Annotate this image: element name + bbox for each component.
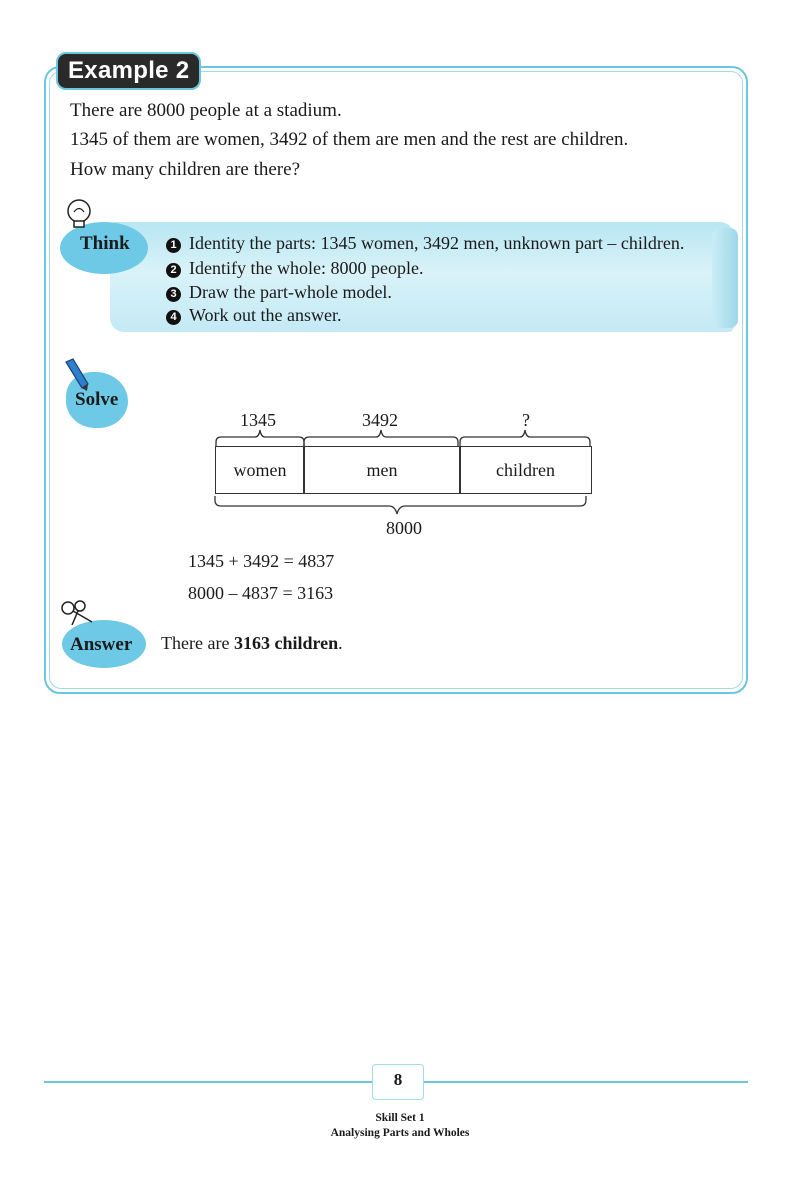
think-step-text: Identity the parts: 1345 women, 3492 men, unknown part – children. bbox=[189, 233, 685, 253]
answer-label: Answer bbox=[70, 634, 133, 655]
model-bar-men bbox=[303, 446, 461, 494]
answer-prefix: There are bbox=[161, 633, 230, 653]
part-value-men: 3492 bbox=[362, 410, 398, 430]
scroll-curl bbox=[712, 228, 738, 328]
model-bar-children bbox=[459, 446, 592, 494]
part-label-children: children bbox=[496, 459, 555, 480]
page-number: 8 bbox=[393, 1070, 403, 1089]
answer-suffix: . bbox=[338, 633, 343, 653]
keys-icon bbox=[58, 598, 98, 628]
part-value-children: ? bbox=[522, 410, 530, 430]
step-marker-2: 2 bbox=[166, 263, 181, 278]
answer-statement bbox=[161, 633, 343, 654]
solve-label: Solve bbox=[75, 389, 119, 410]
think-label: Think bbox=[80, 233, 130, 254]
whole-brace bbox=[210, 494, 600, 518]
think-step-1 bbox=[166, 233, 684, 254]
step-marker-1: 1 bbox=[166, 238, 181, 253]
pencil-icon bbox=[62, 358, 92, 392]
question-line-3: How many children are there? bbox=[70, 159, 301, 180]
footer-rule-left bbox=[44, 1081, 372, 1083]
calculation-2: 8000 – 4837 = 3163 bbox=[188, 583, 334, 603]
think-step-text: Identify the whole: 8000 people. bbox=[189, 258, 424, 278]
think-step-text: Work out the answer. bbox=[189, 305, 342, 325]
question-line-2: 1345 of them are women, 3492 of them are men and the rest are children. bbox=[70, 129, 629, 150]
example-label: Example 2 bbox=[56, 52, 201, 90]
whole-value: 8000 bbox=[386, 518, 422, 538]
part-braces bbox=[210, 428, 600, 448]
footer-skill-set: Skill Set 1 bbox=[375, 1112, 425, 1124]
footer-rule-right bbox=[424, 1081, 748, 1083]
question-line-1: There are 8000 people at a stadium. bbox=[70, 100, 342, 121]
part-label-women: women bbox=[233, 459, 287, 480]
step-marker-4: 4 bbox=[166, 310, 181, 325]
lightbulb-icon bbox=[62, 196, 96, 230]
think-step-3 bbox=[166, 282, 392, 303]
answer-value: 3163 children bbox=[233, 633, 339, 653]
part-label-men: men bbox=[366, 459, 398, 480]
footer-subtitle: Analysing Parts and Wholes bbox=[330, 1127, 470, 1139]
think-step-2 bbox=[166, 258, 423, 279]
part-value-women: 1345 bbox=[240, 410, 276, 430]
model-bar-women bbox=[215, 446, 305, 494]
calculation-1: 1345 + 3492 = 4837 bbox=[188, 551, 335, 571]
think-step-4 bbox=[166, 305, 342, 326]
think-step-text: Draw the part-whole model. bbox=[189, 282, 392, 302]
step-marker-3: 3 bbox=[166, 287, 181, 302]
